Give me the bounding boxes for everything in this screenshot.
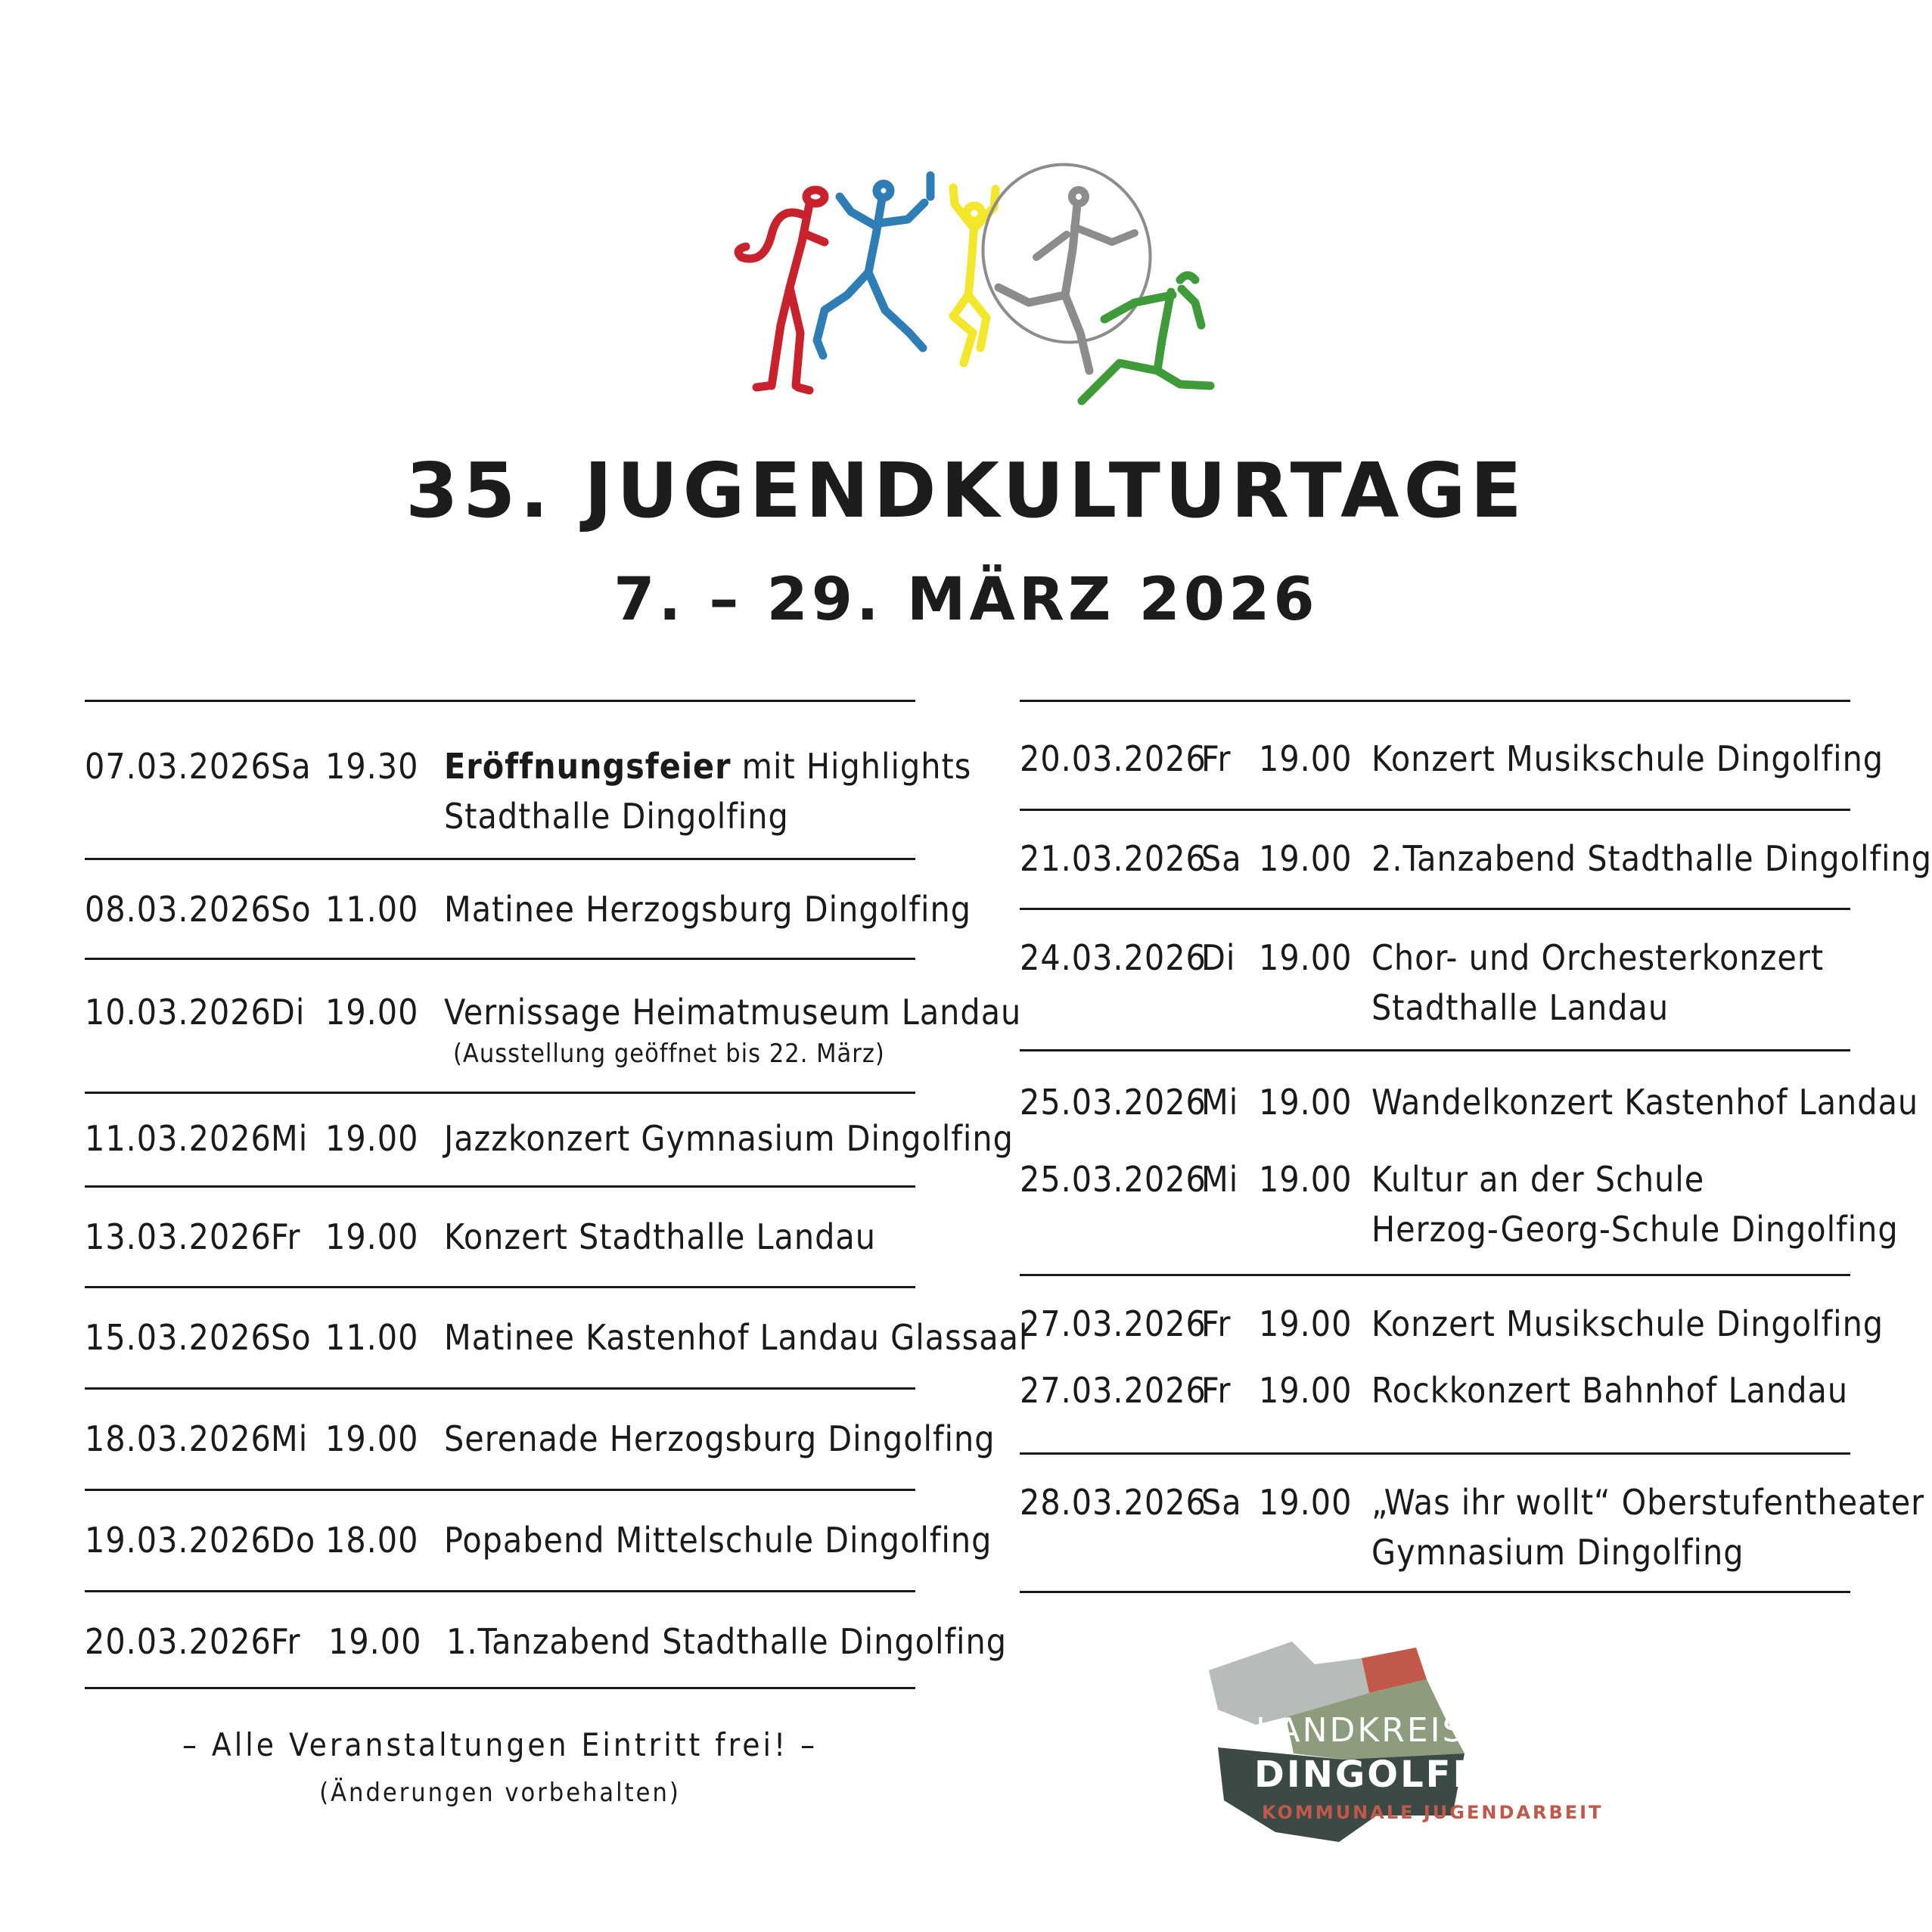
event-title: [444, 741, 971, 841]
event-day: Mi: [271, 1118, 309, 1159]
event-date: 21.03.2026: [1020, 838, 1207, 879]
event-time: 11.00: [325, 1317, 419, 1358]
green-figure-icon: [1082, 275, 1210, 401]
event-day: Do: [271, 1520, 316, 1561]
event-time: 19.00: [1259, 838, 1353, 879]
event-date: 20.03.2026: [1020, 738, 1207, 779]
event-time: 19.00: [1259, 738, 1353, 779]
event-venue: Herzog-Georg-Schule Dingolfing: [1371, 1209, 1899, 1250]
event-title-text: Kultur an der Schule: [1371, 1159, 1705, 1200]
event-title-rest: mit Highlights: [731, 746, 972, 787]
event-day: Mi: [271, 1418, 309, 1459]
event-day: Sa: [271, 746, 312, 787]
event-date: 19.03.2026: [85, 1520, 272, 1561]
list-item: [1020, 811, 1932, 908]
event-time: 19.00: [325, 1118, 419, 1159]
event-time: 19.00: [328, 1621, 422, 1662]
logo-department: KOMMUNALE JUGENDARBEIT: [1262, 1802, 1604, 1823]
event-date: 10.03.2026: [85, 992, 272, 1033]
event-day: Fr: [1201, 1370, 1232, 1411]
list-item: [85, 1288, 1029, 1387]
list-item: [1020, 910, 1850, 1049]
event-title: Jazzkonzert Gymnasium Dingolfing: [444, 1118, 1014, 1159]
event-title: Konzert Musikschule Dingolfing: [1371, 738, 1884, 779]
event-date: 20.03.2026: [85, 1621, 272, 1662]
list-item: [85, 960, 1022, 1092]
red-figure-icon: [738, 190, 825, 390]
free-admission-note: – Alle Veranstaltungen Eintritt frei! –: [182, 1726, 818, 1763]
list-item: [85, 1390, 996, 1489]
event-title: [1371, 933, 1824, 1033]
event-title: [444, 987, 1021, 1070]
list-item: [85, 1094, 1014, 1185]
event-time: 18.00: [325, 1520, 419, 1561]
logo-district-name: DINGOLFING-LANDAU: [1254, 1753, 1733, 1796]
event-title: Wandelkonzert Kastenhof Landau: [1371, 1082, 1919, 1123]
event-time: 19.00: [1259, 1159, 1353, 1200]
event-venue: Gymnasium Dingolfing: [1371, 1532, 1744, 1573]
event-day: Mi: [1201, 1082, 1239, 1123]
event-day: Fr: [1201, 1303, 1232, 1344]
event-date: 25.03.2026: [1020, 1082, 1207, 1123]
dancing-figures-logo: [711, 144, 1256, 431]
divider: [85, 1687, 915, 1689]
list-item: [1020, 1127, 1899, 1274]
event-date: 13.03.2026: [85, 1216, 272, 1257]
list-item: [85, 702, 972, 858]
list-item: [85, 1491, 992, 1590]
event-date: 27.03.2026: [1020, 1303, 1207, 1344]
logo-district-label: LANDKREIS: [1256, 1711, 1466, 1750]
event-title-text: Chor- und Orchesterkonzert: [1371, 937, 1825, 978]
event-title: Konzert Stadthalle Landau: [444, 1216, 877, 1257]
list-item: [1020, 702, 1884, 809]
event-date: 24.03.2026: [1020, 937, 1207, 978]
list-item: [1020, 1051, 1919, 1127]
schedule-left-column: [85, 700, 1029, 1689]
event-note: (Ausstellung geöffnet bis 22. März): [453, 1039, 885, 1069]
gray-figure-icon: [963, 146, 1170, 371]
event-day: Fr: [271, 1621, 301, 1662]
event-date: 08.03.2026: [85, 889, 272, 930]
event-time: 19.30: [325, 746, 419, 787]
list-item: [1020, 1343, 1850, 1452]
event-title: 1.Tanzabend Stadthalle Dingolfing: [446, 1621, 1008, 1662]
event-day: Di: [1201, 937, 1236, 978]
event-date: 15.03.2026: [85, 1317, 272, 1358]
schedule-right-column: [1020, 700, 1932, 1593]
changes-reserved-note: (Änderungen vorbehalten): [319, 1778, 681, 1808]
event-day: Sa: [1201, 1482, 1242, 1523]
event-title: [1371, 1154, 1899, 1254]
event-time: 19.00: [325, 992, 419, 1033]
event-title: [1371, 1477, 1924, 1577]
event-time: 19.00: [1259, 1303, 1353, 1344]
event-date: 28.03.2026: [1020, 1482, 1207, 1523]
event-day: Fr: [1201, 738, 1232, 779]
event-time: 19.00: [1259, 1082, 1353, 1123]
event-day: So: [271, 889, 312, 930]
list-item: [1020, 1276, 1884, 1344]
event-title: Matinee Herzogsburg Dingolfing: [444, 889, 971, 930]
list-item: [85, 1592, 1008, 1687]
event-day: So: [271, 1317, 312, 1358]
event-title: Serenade Herzogsburg Dingolfing: [444, 1418, 996, 1459]
page-title: 35. JUGENDKULTURTAGE: [405, 446, 1527, 535]
event-title-text: Vernissage Heimatmuseum Landau: [444, 992, 1022, 1033]
event-title: 2.Tanzabend Stadthalle Dingolfing: [1371, 838, 1932, 879]
event-day: Di: [271, 992, 306, 1033]
blue-figure-icon: [817, 175, 930, 356]
event-title-text: „Was ihr wollt“ Oberstufentheater: [1371, 1482, 1925, 1523]
event-title: Konzert Musikschule Dingolfing: [1371, 1303, 1884, 1344]
event-time: 19.00: [325, 1216, 419, 1257]
event-venue: Stadthalle Landau: [1371, 987, 1670, 1028]
list-item: [85, 860, 971, 958]
event-title: Rockkonzert Bahnhof Landau: [1371, 1370, 1849, 1411]
list-item: [1020, 1455, 1925, 1591]
event-time: 19.00: [1259, 1370, 1353, 1411]
event-date: 25.03.2026: [1020, 1159, 1207, 1200]
event-day: Fr: [271, 1216, 301, 1257]
event-time: 11.00: [325, 889, 419, 930]
event-date: 27.03.2026: [1020, 1370, 1207, 1411]
event-date: 18.03.2026: [85, 1418, 272, 1459]
event-title: Popabend Mittelschule Dingolfing: [444, 1520, 992, 1561]
divider: [1020, 1591, 1850, 1593]
event-time: 19.00: [1259, 937, 1353, 978]
event-time: 19.00: [1259, 1482, 1353, 1523]
list-item: [85, 1188, 915, 1286]
event-venue: Stadthalle Dingolfing: [444, 796, 789, 837]
event-title-bold: Eröffnungsfeier: [444, 746, 731, 787]
event-time: 19.00: [325, 1418, 419, 1459]
event-title: Matinee Kastenhof Landau Glassaal: [444, 1317, 1029, 1358]
event-date: 07.03.2026: [85, 746, 272, 787]
event-day: Sa: [1201, 838, 1242, 879]
event-date: 11.03.2026: [85, 1118, 272, 1159]
event-dates: 7. – 29. MÄRZ 2026: [613, 566, 1319, 634]
event-day: Mi: [1201, 1159, 1239, 1200]
